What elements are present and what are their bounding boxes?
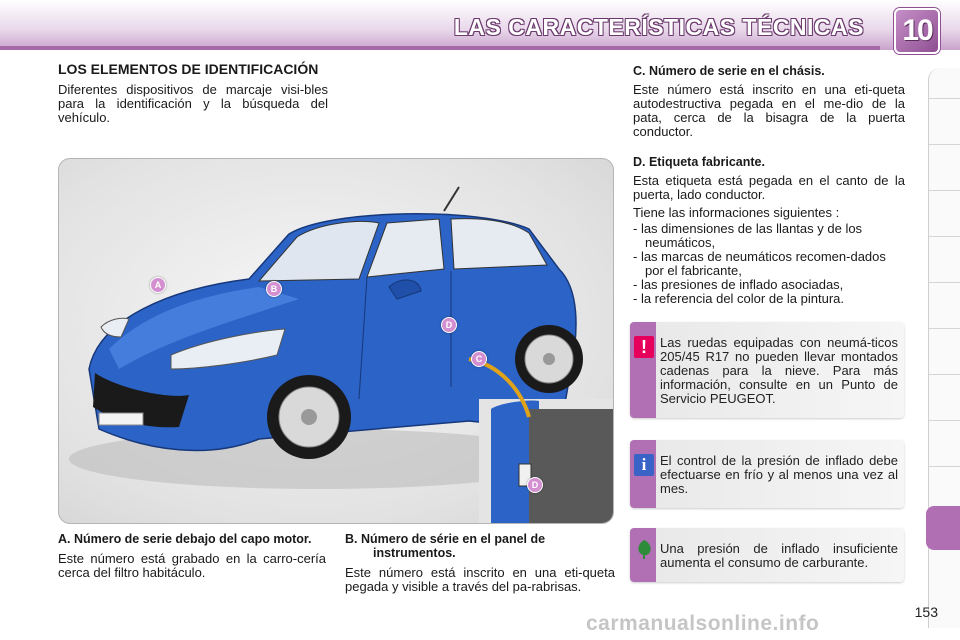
callout-d: D (441, 317, 457, 333)
caption-a (58, 532, 326, 580)
section-d-text: Esta etiqueta está pegada en el canto de la puerta, lado conductor. (633, 173, 905, 202)
callout-d-detail: D (527, 477, 543, 493)
tab-divider (929, 98, 960, 99)
chapter-number: 10 (902, 14, 932, 47)
tab-divider (929, 420, 960, 421)
eco-notice (630, 528, 904, 582)
section-c-text: Este número está inscrito en una eti-queta autodestructiva pegada en el me-dio de la pata, cerca de la bisagra de la puerta conductor. (633, 82, 905, 139)
tab-divider (929, 282, 960, 283)
intro-section (58, 62, 328, 125)
section-d (633, 155, 905, 306)
callout-a: A (150, 277, 166, 293)
info-notice (630, 440, 904, 508)
caption-b-text: Este número está inscrito en una eti-queta pegada y visible a través del pa-rabrisas. (345, 565, 615, 594)
warning-text: Las ruedas equipadas con neumá-ticos 205/45 R17 no pueden llevar montados cadenas para la nieve. Para más información, consulte en un Punto de Servicio PEUGEOT. (660, 335, 898, 406)
section-d-list (633, 222, 905, 306)
info-icon: i (634, 454, 654, 476)
tab-divider (929, 374, 960, 375)
chapter-title: LAS CARACTERÍSTICAS TÉCNICAS (453, 14, 864, 40)
car-drawing (59, 159, 614, 524)
watermark: carmanualsonline.info (586, 612, 820, 635)
caption-a-title: A. Número de serie debajo del capo motor. (58, 532, 312, 546)
list-item: - la referencia del color de la pintura. (633, 291, 845, 306)
list-item: - las marcas de neumáticos recomen-dados por el fabricante, (633, 249, 886, 278)
tab-divider (929, 190, 960, 191)
page-header (0, 0, 960, 50)
tab-divider (929, 466, 960, 467)
section-d-intro: Tiene las informaciones siguientes : (633, 205, 840, 220)
warning-notice (630, 322, 904, 418)
page-number: 153 (914, 604, 938, 620)
tab-divider (929, 328, 960, 329)
list-item: - las presiones de inflado asociadas, (633, 277, 844, 292)
chapter-tab-active[interactable] (926, 506, 960, 550)
section-d-title: D. Etiqueta fabricante. (633, 155, 765, 169)
caption-b (345, 532, 615, 594)
caption-b-title: B. Número de série en el panel de instrumentos. (345, 532, 546, 560)
right-column (633, 64, 905, 306)
tab-divider (929, 144, 960, 145)
tab-divider (929, 236, 960, 237)
section-heading: LOS ELEMENTOS DE IDENTIFICACIÓN (58, 61, 319, 77)
header-rule (0, 46, 880, 50)
eco-leaf-icon (634, 538, 654, 560)
intro-text: Diferentes dispositivos de marcaje visi-bles para la identificación y la búsqueda del vehículo. (58, 82, 328, 125)
caption-a-text: Este número está grabado en la carro-cería cerca del filtro habitáculo. (58, 551, 326, 580)
callout-b: B (266, 281, 282, 297)
warning-icon: ! (634, 336, 654, 358)
chapter-number-badge (894, 8, 940, 54)
eco-text: Una presión de inflado insuficiente aumenta el consumo de carburante. (660, 541, 898, 570)
list-item: - las dimensiones de las llantas y de los neumáticos, (633, 221, 863, 250)
callout-c: C (471, 351, 487, 367)
section-c-title: C. Número de serie en el chásis. (633, 64, 825, 78)
vehicle-illustration (58, 158, 614, 524)
info-text: El control de la presión de inflado debe efectuarse en frío y al menos una vez al mes. (660, 453, 898, 496)
